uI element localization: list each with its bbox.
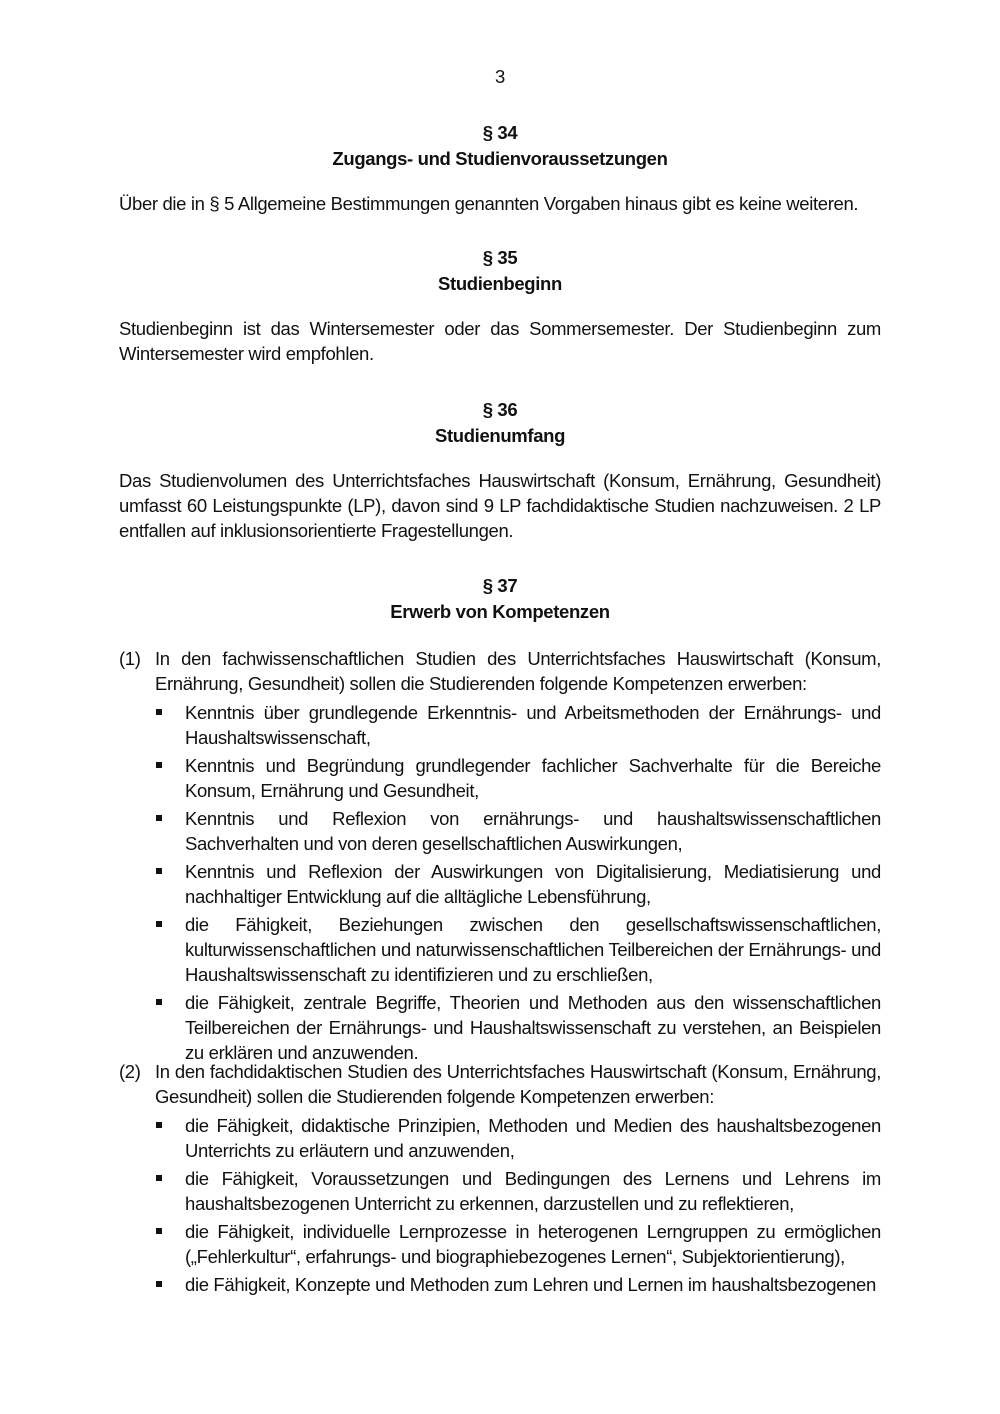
section-title: Studienbeginn bbox=[438, 273, 562, 294]
section-number: § 37 bbox=[482, 575, 518, 596]
list-item: die Fähigkeit, individuelle Lernprozesse in heterogenen Lerngruppen zu ermöglichen („Fehlerkultur“, erfahrungs- und biographiebezogenes Lernen“, Subjektorientierung), bbox=[155, 1219, 881, 1269]
bullet-icon bbox=[156, 921, 162, 927]
section-37-heading bbox=[119, 573, 881, 625]
page-number: 3 bbox=[495, 66, 505, 87]
section-35-heading bbox=[119, 245, 881, 297]
section-34-text: Über die in § 5 Allgemeine Bestimmungen genannten Vorgaben hinaus gibt es keine weiteren. bbox=[119, 193, 859, 214]
bullet-icon bbox=[156, 1281, 162, 1287]
list-item: Kenntnis und Reflexion der Auswirkungen von Digitalisierung, Mediatisierung und nachhaltiger Entwicklung auf die alltägliche Lebensführung, bbox=[155, 859, 881, 909]
bullet-icon bbox=[156, 999, 162, 1005]
list-item: die Fähigkeit, Beziehungen zwischen den gesellschaftswissenschaftlichen, kulturwissenschaftlichen und naturwissenschaftlichen Teilbereichen der Ernährungs- und Haushaltswissenschaft zu identifizieren und zu erschließen, bbox=[155, 912, 881, 987]
bullet-list bbox=[155, 1113, 881, 1297]
bullet-list bbox=[155, 700, 881, 1065]
list-item: die Fähigkeit, zentrale Begriffe, Theorien und Methoden aus den wissenschaftlichen Teilbereichen der Ernährungs- und Haushaltswissenschaft zu verstehen, an Beispielen zu erklären und anzuwenden. bbox=[155, 990, 881, 1065]
section-number: § 35 bbox=[482, 247, 518, 268]
section-number: § 34 bbox=[482, 122, 518, 143]
item-label: (1) bbox=[119, 648, 141, 669]
numbered-item-1 bbox=[119, 646, 881, 1068]
section-36-text: Das Studienvolumen des Unterrichtsfaches Hauswirtschaft (Konsum, Ernährung, Gesundheit) umfasst 60 Leistungspunkte (LP), davon sind 9 LP fachdidaktische Studien nachzuweisen. 2 LP entfallen auf inklusionsorientierte Fragestellungen. bbox=[119, 470, 881, 541]
list-item: Kenntnis und Begründung grundlegender fachlicher Sachverhalte für die Bereiche Konsum, Ernährung und Gesundheit, bbox=[155, 753, 881, 803]
section-34-heading bbox=[119, 120, 881, 172]
bullet-icon bbox=[156, 709, 162, 715]
bullet-icon bbox=[156, 1122, 162, 1128]
section-35-text: Studienbeginn ist das Wintersemester oder das Sommersemester. Der Studienbeginn zum Wintersemester wird empfohlen. bbox=[119, 318, 881, 364]
section-title: Zugangs- und Studienvoraussetzungen bbox=[332, 148, 668, 169]
section-title: Studienumfang bbox=[434, 425, 566, 446]
bullet-icon bbox=[156, 762, 162, 768]
item-label: (2) bbox=[119, 1061, 141, 1082]
numbered-item-2 bbox=[119, 1059, 881, 1300]
bullet-icon bbox=[156, 1228, 162, 1234]
bullet-icon bbox=[156, 815, 162, 821]
item-text: In den fachdidaktischen Studien des Unterrichtsfaches Hauswirtschaft (Konsum, Ernährung, Gesundheit) sollen die Studierenden folgende Kompetenzen erwerben: bbox=[155, 1061, 881, 1107]
section-36-heading bbox=[119, 397, 881, 449]
section-title: Erwerb von Kompetenzen bbox=[390, 601, 610, 622]
bullet-icon bbox=[156, 868, 162, 874]
bullet-icon bbox=[156, 1175, 162, 1181]
list-item: Kenntnis über grundlegende Erkenntnis- und Arbeitsmethoden der Ernährungs- und Haushaltswissenschaft, bbox=[155, 700, 881, 750]
list-item: Kenntnis und Reflexion von ernährungs- und haushaltswissenschaftlichen Sachverhalten und von deren gesellschaftlichen Auswirkungen, bbox=[155, 806, 881, 856]
item-text: In den fachwissenschaftlichen Studien des Unterrichtsfaches Hauswirtschaft (Konsum, Ernährung, Gesundheit) sollen die Studierenden folgende Kompetenzen erwerben: bbox=[155, 648, 881, 694]
section-number: § 36 bbox=[482, 399, 518, 420]
list-item: die Fähigkeit, Voraussetzungen und Bedingungen des Lernens und Lehrens im haushaltsbezogenen Unterricht zu erkennen, darzustellen und zu reflektieren, bbox=[155, 1166, 881, 1216]
list-item: die Fähigkeit, didaktische Prinzipien, Methoden und Medien des haushaltsbezogenen Unterrichts zu erläutern und anzuwenden, bbox=[155, 1113, 881, 1163]
list-item: die Fähigkeit, Konzepte und Methoden zum Lehren und Lernen im haushaltsbezogenen bbox=[155, 1272, 881, 1297]
